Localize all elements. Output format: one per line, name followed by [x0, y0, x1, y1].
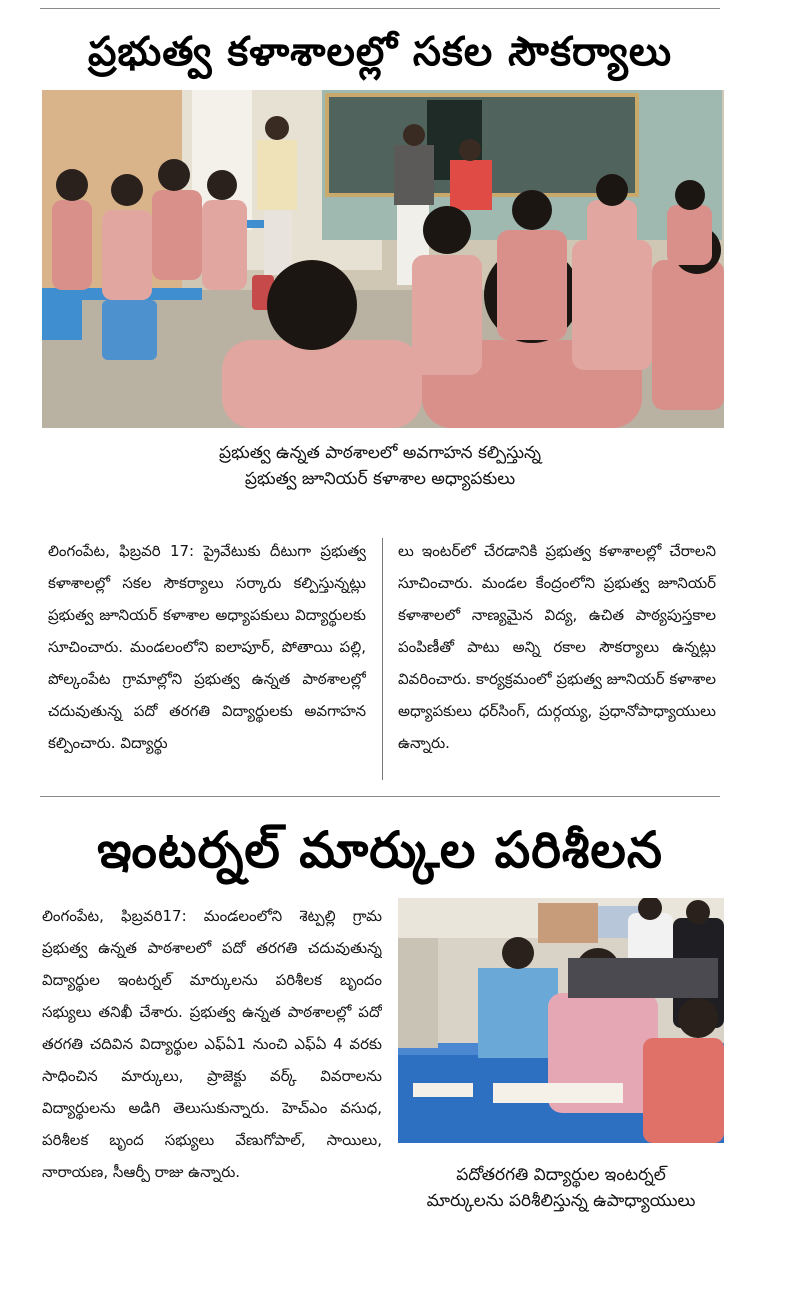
story2-headline: ఇంటర్నల్ మార్కుల పరిశీలన: [97, 821, 663, 879]
top-rule: [40, 8, 720, 9]
caption-line: పదోతరగతి విద్యార్థుల ఇంటర్నల్: [456, 1165, 666, 1185]
caption-line: ప్రభుత్వ జూనియర్ కళాశాల అధ్యాపకులు: [244, 469, 516, 489]
classroom-photo: [42, 90, 724, 428]
column-divider: [382, 538, 383, 780]
story1-column-right: [398, 535, 716, 790]
story1-body-left: లింగంపేట, ఫిబ్రవరి 17: ప్రైవేటుకు దీటుగా ప్రభుత్వ కళాశాలల్లో సకల సౌకర్యాలు సర్కారు కల్పిస్తున్నట్లు ప్రభుత్వ జూనియర్ కళాశాల అధ్యాపకులు విద్యార్థులకు సూచించారు. మండలంలోని ఐలాపూర్, పోతాయి పల్లి, పోల్కంపేట గ్రామాల్లోని ప్రభుత్వ ఉన్నత పాఠశాలల్లో చదువుతున్న పదో తరగతి విద్యార్థులకు అవగాహన కల్పించారు. విద్యార్థు: [48, 542, 366, 752]
classroom-scene-icon: [42, 90, 724, 428]
story2-body: లింగంపేట, ఫిబ్రవరి17: మండలంలోని శెట్పల్లి గ్రామ ప్రభుత్వ ఉన్నత పాఠశాలలో పదో తరగతి చదువుతున్న విద్యార్థుల ఇంటర్నల్ మార్కులను పరిశీలక బృందం సభ్యులు తనిఖీ చేశారు. ప్రభుత్వ ఉన్నత పాఠశాలల్లో పదో తరగతి చదివిన విద్యార్థుల ఎఫ్ఏ1 నుంచి ఎఫ్ఏ 4 వరకు సాధించిన మార్కులు, ప్రాజెక్టు వర్క్ వివరాలను విద్యార్థులను అడిగి తెలుసుకున్నారు. హెచ్ఎం వసుధ, పరిశీలక బృంద సభ్యులు వేణుగోపాల్, సాయిలు, నారాయణ, సీఆర్పీ రాజు ఉన్నారు.: [42, 907, 382, 1181]
story2-column: [42, 900, 382, 1240]
story2-photo-caption: [398, 1162, 724, 1214]
story1-photo-caption: [130, 440, 630, 492]
office-desk-photo: [398, 898, 724, 1143]
story1-column-left: [48, 535, 366, 790]
story1-body-right: లు ఇంటర్‌లో చేరడానికి ప్రభుత్వ కళాశాలల్లో చేరాలని సూచించారు. మండల కేంద్రంలోని ప్రభుత్వ జూనియర్ కళాశాలలో నాణ్యమైన విద్య, ఉచిత పాఠ్యపుస్తకాల పంపిణీతో పాటు అన్ని రకాల సౌకర్యాలు ఉన్నట్లు వివరించారు. కార్యక్రమంలో ప్రభుత్వ జూనియర్ కళాశాల అధ్యాపకులు ధర్‌సింగ్, దుర్గయ్య, ప్రధానోపాధ్యాయులు ఉన్నారు.: [398, 542, 716, 752]
caption-line: ప్రభుత్వ ఉన్నత పాఠశాలలో అవగాహన కల్పిస్తున్న: [218, 443, 541, 463]
caption-line: మార్కులను పరిశీలిస్తున్న ఉపాధ్యాయులు: [426, 1191, 696, 1211]
story1-headline: ప్రభుత్వ కళాశాలల్లో సకల సౌకర్యాలు: [87, 29, 673, 75]
teachers-checking-records-icon: [398, 898, 724, 1143]
story-separator: [40, 796, 720, 797]
